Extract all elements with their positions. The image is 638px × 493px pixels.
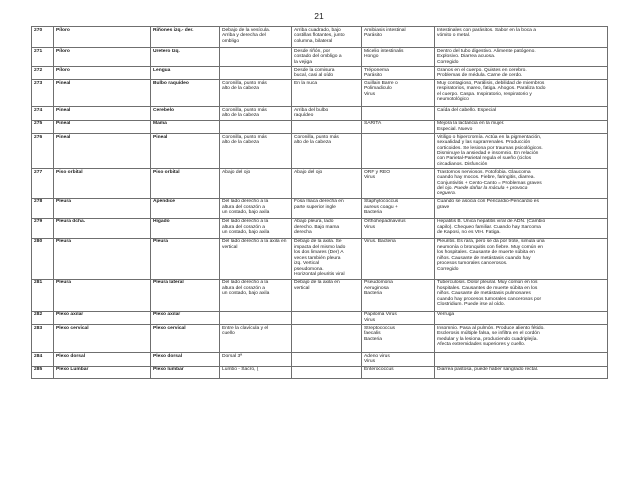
location-b-cell — [292, 107, 362, 120]
row-number-cell-text: 278 — [34, 199, 43, 205]
row-number-cell-text: 279 — [34, 219, 43, 225]
location-a-cell-text: Debajo de la vesícula. Arriba y derecha del ombligo — [222, 27, 271, 44]
point-a-cell-text: Píloro — [56, 67, 70, 73]
location-b-cell-text: En la nuca — [294, 81, 318, 87]
point-a-cell-text: Pineal — [56, 108, 71, 114]
point-b-cell-text: Pleura — [153, 239, 168, 245]
table-row — [32, 198, 608, 218]
location-a-cell-text: Del lado derecho a la altura del corazón a un costado, bajo axila — [222, 219, 270, 236]
point-b-cell — [151, 66, 220, 79]
location-b-cell — [292, 169, 362, 199]
pathogen-cell — [362, 353, 435, 366]
point-b-cell — [151, 311, 220, 324]
point-a-cell-text: Pineal — [56, 81, 71, 87]
table-row — [32, 80, 608, 107]
description-cell-text: Caída del cabello. Especial — [437, 108, 496, 114]
location-a-cell — [220, 80, 292, 107]
point-a-cell — [54, 279, 151, 311]
location-a-cell — [220, 198, 292, 218]
point-b-cell — [151, 48, 220, 67]
row-number-cell-text: 282 — [34, 312, 43, 318]
location-b-cell-text: Abajo pleura, lado derecho. Bajo mama derecha — [294, 219, 340, 236]
point-a-cell — [54, 325, 151, 353]
point-b-cell-text: Plexo lumbar — [153, 367, 184, 373]
row-number-cell-text: 280 — [34, 239, 43, 245]
row-number-cell-text: 277 — [34, 169, 43, 175]
table-row — [32, 134, 608, 169]
row-number-cell — [32, 325, 54, 353]
point-b-cell-text: Lengua — [153, 67, 171, 73]
pathogen-cell — [362, 48, 435, 67]
pathogen-cell-text: SARITA — [364, 121, 382, 127]
pathogen-cell — [362, 27, 435, 48]
point-b-cell-text: Bulbo raquídeo — [153, 81, 189, 87]
location-a-cell — [220, 325, 292, 353]
table-row — [32, 325, 608, 353]
description-cell-text: Tuberculosis. Dolor pleural. Muy común en los hospitales. Causantes de muerte súbita en los niños. Causante de metástasis pulmonares cuando hay procesos tumorales cancerosos por Clostridium. Puede irse al oído. — [437, 280, 542, 308]
description-cell-text: Verruga — [437, 312, 455, 318]
point-a-cell-text: Pleura — [56, 239, 71, 245]
point-a-cell — [54, 198, 151, 218]
pathogen-cell-text: Guillain Barre o Polimadiculo Virus — [364, 81, 398, 97]
description-cell-text: Cuando se asocia con Pericardio-Pericardio es grave — [437, 199, 539, 210]
point-b-cell-text: Plexo dorsal — [153, 353, 183, 359]
row-number-cell — [32, 279, 54, 311]
table-row — [32, 279, 608, 311]
pathogen-cell-text: Micelio intestinalis Hongo — [364, 48, 404, 60]
row-number-cell-text: 271 — [34, 48, 43, 54]
location-b-cell — [292, 66, 362, 79]
pathogen-cell-text: Enterococcus — [364, 367, 394, 373]
location-b-cell — [292, 218, 362, 238]
point-b-cell-text: Plexo axilar — [153, 312, 181, 318]
point-a-cell-text: Píloro — [56, 48, 70, 54]
description-cell — [435, 325, 608, 353]
point-b-cell-text: Pleura lateral — [153, 280, 184, 286]
pathogen-cell — [362, 366, 435, 378]
location-a-cell-text: Del lado derecho a la axila en vertical — [222, 239, 287, 250]
description-cell — [435, 238, 608, 279]
point-a-cell — [54, 27, 151, 48]
location-b-cell — [292, 238, 362, 279]
pathogen-cell-text: Orthohepadnavirus Virus — [364, 219, 406, 230]
description-cell-text: Diarrea pastosa, puede haber sangrado rectal. — [437, 367, 539, 373]
description-cell-text: Trastornos nerviosos. Fotofobia. Glaucoma cuando hay mocos. Fiebre, faringitis, diarrea. Conjuntivitis + Cento-Canto = Problemas graves del ojo. — [437, 169, 542, 192]
description-cell-text: Mejora la lactancia en la mujer. Especial. Nuevo — [437, 121, 505, 132]
description-cell — [435, 169, 608, 199]
location-b-cell — [292, 366, 362, 378]
point-a-cell-text: Pleura — [56, 199, 71, 205]
location-a-cell — [220, 366, 292, 378]
description-cell-text: Dentro del tubo digestivo. Alimente patógeno. Explosivo. Diarrea acuosa. Corregido — [437, 48, 536, 65]
table-row — [32, 27, 608, 48]
pathogen-cell — [362, 218, 435, 238]
point-a-cell-text: Píloro — [56, 27, 70, 33]
description-cell — [435, 366, 608, 378]
point-a-cell — [54, 366, 151, 378]
point-b-cell-text: Piso orbital — [153, 169, 180, 175]
pathogen-cell — [362, 120, 435, 133]
point-a-cell — [54, 169, 151, 199]
table-row — [32, 169, 608, 199]
description-cell — [435, 48, 608, 67]
location-a-cell — [220, 134, 292, 169]
point-a-cell-text: Pineal — [56, 134, 71, 140]
location-b-cell — [292, 353, 362, 366]
point-b-cell — [151, 218, 220, 238]
location-b-cell-text: Debajo de la axila. Se impacta del mismo lado los dos limares (Der) A veces también pleura izq. Vertical pseudomona. Horizontal pleuritis viral — [294, 239, 346, 277]
location-a-cell — [220, 120, 292, 133]
location-a-cell — [220, 218, 292, 238]
pathogen-cell — [362, 238, 435, 279]
table-row — [32, 107, 608, 120]
description-italic-text: Puede dañar la mácula + provoca ceguera. — [437, 186, 528, 197]
description-cell-text: Pleuritis. Es rara, pero se da por trote, simula una neumonía o bronquitis con fiebre. Muy común en los hospitales. Causante de muerte súbita en niños. Causante de metástasis cuando hay procesos tumorales cancerosos. Corregido — [437, 239, 545, 272]
location-b-cell — [292, 120, 362, 133]
description-cell — [435, 66, 608, 79]
table-row — [32, 218, 608, 238]
location-a-cell — [220, 107, 292, 120]
row-number-cell-text: 283 — [34, 325, 43, 331]
row-number-cell — [32, 169, 54, 199]
point-b-cell-text: Plexo cervical — [153, 325, 186, 331]
location-a-cell-text: Lumbo - Sacro, ( — [222, 367, 259, 373]
point-b-cell — [151, 238, 220, 279]
location-b-cell-text: Debajo de la axila en vertical — [294, 280, 340, 291]
location-a-cell-text: Del lado derecho a la altura del corazón a un costado, bajo axila — [222, 280, 270, 297]
point-b-cell-text: Cerebelo — [153, 108, 174, 114]
description-cell-text: Vitiligo o hipercromía. Actúa en la pigmentación, sexualidad y las suprarrenales. Producción corticoides. Se lesiona por traumas psicológicos. Disminuye la ansiedad e insomnio. En relación con Parietal-Parietal regula el sueño (ciclos circadianos. Disfunción — [437, 134, 543, 167]
description-cell — [435, 198, 608, 218]
description-cell-text: Intestinales con parásitos. Sabor en la boca a vómito o metal. — [437, 27, 536, 39]
location-a-cell-text: Dorsal 3ª — [222, 353, 243, 359]
point-b-cell — [151, 279, 220, 311]
pathogen-cell-text: Amibiasis intestinal Parásito — [364, 27, 406, 39]
row-number-cell — [32, 80, 54, 107]
location-b-cell-text: Coronilla, punto más alto de la cabeza — [294, 134, 339, 146]
point-b-cell — [151, 134, 220, 169]
point-b-cell-text: Riñones izq.- der. — [153, 27, 194, 33]
point-a-cell-text: Plexo Lumbar — [56, 367, 89, 373]
location-b-cell — [292, 198, 362, 218]
point-b-cell — [151, 325, 220, 353]
pathogen-cell — [362, 279, 435, 311]
row-number-cell-text: 270 — [34, 27, 43, 33]
description-cell-text: Hepatitis B. Única hepatitis viral de ADN. (Cambio capilo). Chequeo familiar. Cuando hay Sarcoma de Kaposi, no es VIH. Fatiga. — [437, 219, 546, 236]
table-row — [32, 366, 608, 378]
point-b-cell — [151, 120, 220, 133]
description-cell — [435, 27, 608, 48]
point-a-cell — [54, 80, 151, 107]
point-a-cell — [54, 218, 151, 238]
location-a-cell-text: Coronilla, punto más alto de la cabeza — [222, 108, 267, 119]
location-b-cell — [292, 311, 362, 324]
row-number-cell-text: 285 — [34, 367, 43, 373]
pathogen-cell-text: ORF y REO Virus — [364, 169, 391, 181]
point-a-cell-text: Plexo cervical — [56, 325, 89, 331]
point-a-cell-text: Pleura dcha. — [56, 219, 86, 225]
location-a-cell — [220, 66, 292, 79]
pathogen-cell — [362, 198, 435, 218]
location-a-cell — [220, 238, 292, 279]
location-a-cell-text: Del lado derecho a la altura del corazón a un costado, bajo axila — [222, 199, 270, 216]
point-a-cell-text: Plexo axilar — [56, 312, 84, 318]
row-number-cell — [32, 66, 54, 79]
pathogen-cell-text: Papiloma Virus Virus — [364, 312, 397, 323]
point-b-cell-text: Hígado — [153, 219, 170, 225]
location-b-cell — [292, 279, 362, 311]
description-cell — [435, 134, 608, 169]
point-a-cell-text: Pleura — [56, 280, 71, 286]
table-row — [32, 353, 608, 366]
location-b-cell — [292, 134, 362, 169]
table-row — [32, 66, 608, 79]
pathogen-cell — [362, 134, 435, 169]
point-b-cell-text: Mama — [153, 121, 167, 127]
description-cell-text: Granos en el cuerpo. Quistes en cerebro. Problemas de médula. Carne de cerdo. — [437, 67, 527, 79]
row-number-cell — [32, 27, 54, 48]
row-number-cell — [32, 311, 54, 324]
point-a-cell — [54, 107, 151, 120]
point-a-cell-text: Piso orbital — [56, 169, 83, 175]
location-b-cell-text: Arriba cuadrado, bajo costillas flotantes, junto columna, bilateral — [294, 27, 345, 44]
row-number-cell-text: 276 — [34, 134, 43, 140]
description-cell — [435, 80, 608, 107]
location-b-cell-text: Arriba del bulbo raquídeo — [294, 108, 329, 119]
pathogen-cell — [362, 107, 435, 120]
row-number-cell-text: 284 — [34, 353, 43, 359]
description-cell — [435, 107, 608, 120]
point-b-cell — [151, 80, 220, 107]
description-cell-text: Insomnio. Pasa al pulmón. Produce aliento fétido. Esclerosis múltiple falsa, se infiltra en el cordón medular y la lesiona, produciendo cuadriplejía. Afecta extremidades superiores y cuello. — [437, 325, 545, 348]
point-b-cell — [151, 169, 220, 199]
row-number-cell — [32, 134, 54, 169]
location-b-cell — [292, 48, 362, 67]
pathogen-cell — [362, 311, 435, 324]
description-cell — [435, 279, 608, 311]
point-a-cell — [54, 120, 151, 133]
location-a-cell-text: Entre la clavícula y el cuello — [222, 325, 269, 337]
pathogen-cell-text: Staphylococcus aureus coagu + Bacteria — [364, 199, 399, 216]
table-row — [32, 311, 608, 324]
row-number-cell-text: 275 — [34, 121, 43, 127]
row-number-cell-text: 272 — [34, 67, 43, 73]
description-cell — [435, 311, 608, 324]
point-b-cell-text: Uretero Izq. — [153, 48, 180, 54]
description-cell — [435, 218, 608, 238]
point-b-cell — [151, 107, 220, 120]
row-number-cell — [32, 353, 54, 366]
row-number-cell — [32, 366, 54, 378]
point-a-cell — [54, 48, 151, 67]
location-a-cell — [220, 27, 292, 48]
pathogen-cell — [362, 169, 435, 199]
location-b-cell — [292, 80, 362, 107]
pathogen-cell — [362, 66, 435, 79]
row-number-cell-text: 273 — [34, 81, 43, 87]
row-number-cell — [32, 218, 54, 238]
point-b-cell-text: Apéndice — [153, 199, 176, 205]
table-row — [32, 120, 608, 133]
location-b-cell-text: Fosa Ilíaca derecha en parte superior ingle — [294, 199, 344, 210]
row-number-cell — [32, 198, 54, 218]
row-number-cell — [32, 107, 54, 120]
location-a-cell — [220, 279, 292, 311]
location-a-cell — [220, 353, 292, 366]
location-b-cell-text: Abajo del ojo — [294, 169, 323, 175]
point-a-cell — [54, 311, 151, 324]
pathogen-cell — [362, 325, 435, 353]
point-b-cell-text: Pineal — [153, 134, 168, 140]
point-b-cell — [151, 27, 220, 48]
location-b-cell-text: Desde la comisura bucal, casi al oído — [294, 67, 335, 79]
location-b-cell — [292, 325, 362, 353]
description-cell-text: Muy contagioso, Parálisis, debilidad de miembros respiratorios, mareo, fatiga. Ahogos. Paraliza todo el cuerpo. Caspa. Inspiratorio, respiratorio y neumotológico — [437, 81, 546, 103]
description-cell — [435, 353, 608, 366]
point-a-cell — [54, 66, 151, 79]
table-row — [32, 238, 608, 279]
point-a-cell — [54, 353, 151, 366]
location-b-cell — [292, 27, 362, 48]
location-b-cell-text: Desde riñón, por costado del ombligo a la vejiga — [294, 48, 342, 65]
point-a-cell — [54, 134, 151, 169]
point-b-cell — [151, 353, 220, 366]
location-a-cell-text: Abajo del ojo — [222, 169, 251, 175]
table-row — [32, 48, 608, 67]
point-a-cell-text: Pineal — [56, 121, 71, 127]
point-b-cell — [151, 198, 220, 218]
location-a-cell — [220, 311, 292, 324]
row-number-cell-text: 281 — [34, 280, 43, 286]
pathogen-cell — [362, 80, 435, 107]
point-a-cell — [54, 238, 151, 279]
point-a-cell-text: Plexo dorsal — [56, 353, 86, 359]
location-a-cell — [220, 169, 292, 199]
data-table — [31, 26, 608, 379]
location-a-cell-text: Coronilla, punto más alto de la cabeza — [222, 134, 267, 146]
row-number-cell-text: 274 — [34, 108, 43, 114]
row-number-cell — [32, 48, 54, 67]
pathogen-cell-text: Virus. Bacteria — [364, 239, 396, 245]
pathogen-cell-text: Streptococcus faecalis Bacteria — [364, 325, 395, 342]
description-cell — [435, 120, 608, 133]
table-body — [32, 27, 608, 379]
row-number-cell — [32, 238, 54, 279]
pathogen-cell-text: Pseudomona Aeruginosa Bacteria — [364, 280, 393, 297]
pathogen-cell-text: Tréponema Parásito — [364, 67, 389, 79]
point-b-cell — [151, 366, 220, 378]
row-number-cell — [32, 120, 54, 133]
pathogen-cell-text: Adeno virus Virus — [364, 353, 390, 365]
location-a-cell — [220, 48, 292, 67]
location-a-cell-text: Coronilla, punto más alto de la cabeza — [222, 81, 267, 92]
page-number: 21 — [314, 11, 324, 21]
